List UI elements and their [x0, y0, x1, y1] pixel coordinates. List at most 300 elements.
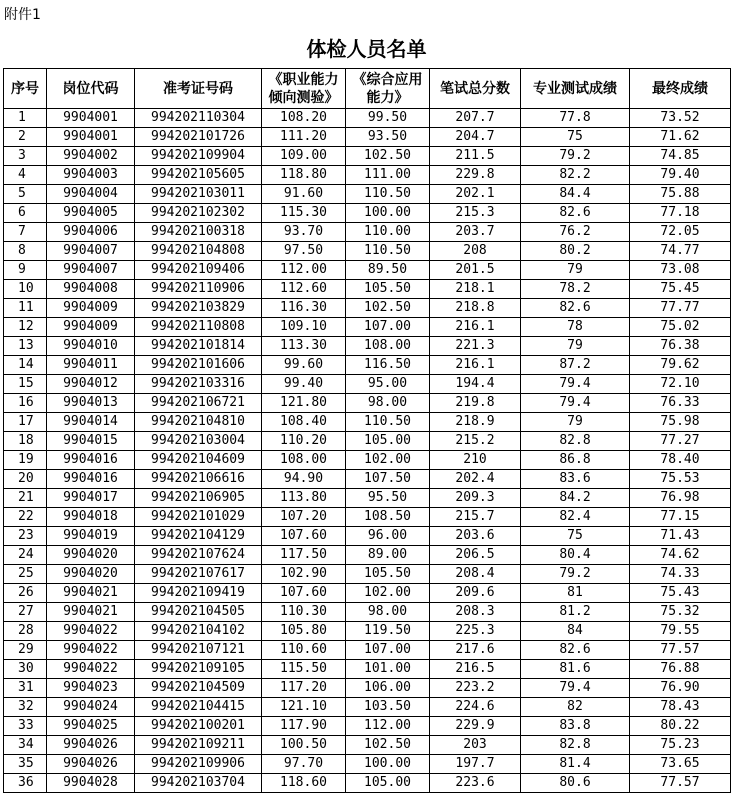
- cell-professional-score: 82.8: [521, 736, 630, 755]
- table-row: [4, 375, 731, 394]
- cell-aptitude-score: 117.90: [262, 717, 346, 736]
- cell-final-score: 75.88: [630, 185, 731, 204]
- cell-ticket-number: 994202109211: [135, 736, 262, 755]
- header-seq: 序号: [4, 69, 47, 109]
- cell-aptitude-score: 121.80: [262, 394, 346, 413]
- cell-seq: 33: [4, 717, 47, 736]
- cell-final-score: 77.27: [630, 432, 731, 451]
- cell-seq: 25: [4, 565, 47, 584]
- cell-ticket-number: 994202104505: [135, 603, 262, 622]
- cell-final-score: 77.15: [630, 508, 731, 527]
- cell-written-total: 219.8: [430, 394, 521, 413]
- header-post-code: 岗位代码: [47, 69, 135, 109]
- table-row: [4, 299, 731, 318]
- cell-professional-score: 78.2: [521, 280, 630, 299]
- cell-applied-score: 110.50: [346, 242, 430, 261]
- cell-applied-score: 105.50: [346, 565, 430, 584]
- cell-ticket-number: 994202103704: [135, 774, 262, 793]
- cell-final-score: 73.08: [630, 261, 731, 280]
- table-row: [4, 489, 731, 508]
- cell-applied-score: 93.50: [346, 128, 430, 147]
- cell-aptitude-score: 94.90: [262, 470, 346, 489]
- cell-final-score: 77.18: [630, 204, 731, 223]
- cell-written-total: 194.4: [430, 375, 521, 394]
- cell-ticket-number: 994202104810: [135, 413, 262, 432]
- cell-seq: 4: [4, 166, 47, 185]
- cell-professional-score: 79.4: [521, 375, 630, 394]
- cell-post-code: 9904026: [47, 755, 135, 774]
- cell-professional-score: 79.2: [521, 565, 630, 584]
- cell-professional-score: 84.4: [521, 185, 630, 204]
- cell-post-code: 9904007: [47, 261, 135, 280]
- cell-ticket-number: 994202101814: [135, 337, 262, 356]
- cell-applied-score: 105.00: [346, 774, 430, 793]
- cell-seq: 2: [4, 128, 47, 147]
- cell-aptitude-score: 118.80: [262, 166, 346, 185]
- header-professional-test: 专业测试成绩: [521, 69, 630, 109]
- cell-written-total: 223.6: [430, 774, 521, 793]
- cell-final-score: 75.23: [630, 736, 731, 755]
- cell-post-code: 9904022: [47, 641, 135, 660]
- cell-written-total: 203: [430, 736, 521, 755]
- cell-final-score: 75.45: [630, 280, 731, 299]
- cell-written-total: 197.7: [430, 755, 521, 774]
- cell-seq: 13: [4, 337, 47, 356]
- cell-final-score: 72.05: [630, 223, 731, 242]
- cell-aptitude-score: 115.30: [262, 204, 346, 223]
- cell-ticket-number: 994202104509: [135, 679, 262, 698]
- cell-aptitude-score: 117.20: [262, 679, 346, 698]
- cell-applied-score: 95.00: [346, 375, 430, 394]
- cell-written-total: 229.8: [430, 166, 521, 185]
- cell-aptitude-score: 109.10: [262, 318, 346, 337]
- cell-final-score: 74.85: [630, 147, 731, 166]
- cell-seq: 10: [4, 280, 47, 299]
- table-row: [4, 223, 731, 242]
- cell-ticket-number: 994202106905: [135, 489, 262, 508]
- cell-final-score: 79.55: [630, 622, 731, 641]
- cell-final-score: 75.32: [630, 603, 731, 622]
- cell-professional-score: 81.6: [521, 660, 630, 679]
- header-final-score: 最终成绩: [630, 69, 731, 109]
- cell-applied-score: 111.00: [346, 166, 430, 185]
- cell-final-score: 75.43: [630, 584, 731, 603]
- cell-applied-score: 100.00: [346, 755, 430, 774]
- cell-professional-score: 75: [521, 128, 630, 147]
- cell-ticket-number: 994202104102: [135, 622, 262, 641]
- cell-written-total: 217.6: [430, 641, 521, 660]
- cell-ticket-number: 994202103829: [135, 299, 262, 318]
- cell-written-total: 225.3: [430, 622, 521, 641]
- table-row: [4, 204, 731, 223]
- cell-written-total: 206.5: [430, 546, 521, 565]
- cell-written-total: 216.5: [430, 660, 521, 679]
- cell-professional-score: 79: [521, 413, 630, 432]
- cell-seq: 1: [4, 109, 47, 128]
- cell-post-code: 9904008: [47, 280, 135, 299]
- cell-final-score: 72.10: [630, 375, 731, 394]
- cell-seq: 32: [4, 698, 47, 717]
- cell-ticket-number: 994202100201: [135, 717, 262, 736]
- cell-ticket-number: 994202100318: [135, 223, 262, 242]
- cell-post-code: 9904022: [47, 660, 135, 679]
- cell-ticket-number: 994202103004: [135, 432, 262, 451]
- table-row: [4, 679, 731, 698]
- cell-written-total: 208: [430, 242, 521, 261]
- cell-seq: 22: [4, 508, 47, 527]
- cell-ticket-number: 994202105605: [135, 166, 262, 185]
- cell-written-total: 204.7: [430, 128, 521, 147]
- header-applied-ability: 《综合应用能力》: [346, 69, 430, 109]
- cell-post-code: 9904022: [47, 622, 135, 641]
- cell-seq: 24: [4, 546, 47, 565]
- table-row: [4, 622, 731, 641]
- table-row: [4, 147, 731, 166]
- cell-ticket-number: 994202103011: [135, 185, 262, 204]
- cell-aptitude-score: 102.90: [262, 565, 346, 584]
- cell-aptitude-score: 118.60: [262, 774, 346, 793]
- cell-professional-score: 81: [521, 584, 630, 603]
- cell-final-score: 76.98: [630, 489, 731, 508]
- cell-professional-score: 81.4: [521, 755, 630, 774]
- table-row: [4, 280, 731, 299]
- cell-post-code: 9904026: [47, 736, 135, 755]
- cell-written-total: 218.9: [430, 413, 521, 432]
- cell-final-score: 76.88: [630, 660, 731, 679]
- cell-seq: 27: [4, 603, 47, 622]
- cell-seq: 26: [4, 584, 47, 603]
- header-written-total: 笔试总分数: [430, 69, 521, 109]
- cell-professional-score: 86.8: [521, 451, 630, 470]
- cell-aptitude-score: 110.30: [262, 603, 346, 622]
- cell-professional-score: 83.8: [521, 717, 630, 736]
- cell-seq: 30: [4, 660, 47, 679]
- table-row: [4, 451, 731, 470]
- cell-aptitude-score: 110.20: [262, 432, 346, 451]
- table-row: [4, 736, 731, 755]
- header-ticket-number: 准考证号码: [135, 69, 262, 109]
- table-row: [4, 508, 731, 527]
- cell-ticket-number: 994202107121: [135, 641, 262, 660]
- cell-aptitude-score: 91.60: [262, 185, 346, 204]
- cell-written-total: 218.8: [430, 299, 521, 318]
- cell-written-total: 218.1: [430, 280, 521, 299]
- cell-seq: 8: [4, 242, 47, 261]
- cell-seq: 11: [4, 299, 47, 318]
- cell-final-score: 77.77: [630, 299, 731, 318]
- cell-written-total: 215.2: [430, 432, 521, 451]
- cell-aptitude-score: 97.70: [262, 755, 346, 774]
- cell-professional-score: 80.4: [521, 546, 630, 565]
- table-row: [4, 432, 731, 451]
- cell-seq: 12: [4, 318, 47, 337]
- cell-applied-score: 108.00: [346, 337, 430, 356]
- cell-ticket-number: 994202101029: [135, 508, 262, 527]
- table-row: [4, 128, 731, 147]
- cell-seq: 21: [4, 489, 47, 508]
- cell-post-code: 9904010: [47, 337, 135, 356]
- cell-applied-score: 98.00: [346, 394, 430, 413]
- cell-final-score: 78.43: [630, 698, 731, 717]
- cell-written-total: 203.7: [430, 223, 521, 242]
- cell-applied-score: 112.00: [346, 717, 430, 736]
- cell-final-score: 74.33: [630, 565, 731, 584]
- cell-applied-score: 119.50: [346, 622, 430, 641]
- cell-final-score: 75.53: [630, 470, 731, 489]
- cell-aptitude-score: 110.60: [262, 641, 346, 660]
- cell-ticket-number: 994202109406: [135, 261, 262, 280]
- cell-ticket-number: 994202104808: [135, 242, 262, 261]
- cell-post-code: 9904011: [47, 356, 135, 375]
- page-title: 体检人员名单: [306, 37, 427, 61]
- table-row: [4, 527, 731, 546]
- cell-post-code: 9904006: [47, 223, 135, 242]
- cell-professional-score: 83.6: [521, 470, 630, 489]
- cell-ticket-number: 994202109419: [135, 584, 262, 603]
- table-row: [4, 356, 731, 375]
- cell-aptitude-score: 99.60: [262, 356, 346, 375]
- attachment-label: 附件1: [4, 7, 41, 23]
- cell-written-total: 223.2: [430, 679, 521, 698]
- cell-aptitude-score: 117.50: [262, 546, 346, 565]
- table-row: [4, 774, 731, 793]
- cell-seq: 5: [4, 185, 47, 204]
- cell-applied-score: 101.00: [346, 660, 430, 679]
- cell-professional-score: 82.6: [521, 641, 630, 660]
- cell-seq: 3: [4, 147, 47, 166]
- cell-aptitude-score: 93.70: [262, 223, 346, 242]
- cell-professional-score: 78: [521, 318, 630, 337]
- cell-aptitude-score: 108.20: [262, 109, 346, 128]
- cell-applied-score: 110.00: [346, 223, 430, 242]
- cell-ticket-number: 994202110808: [135, 318, 262, 337]
- cell-seq: 17: [4, 413, 47, 432]
- cell-post-code: 9904001: [47, 128, 135, 147]
- cell-written-total: 201.5: [430, 261, 521, 280]
- cell-professional-score: 82.4: [521, 508, 630, 527]
- cell-aptitude-score: 111.20: [262, 128, 346, 147]
- cell-final-score: 78.40: [630, 451, 731, 470]
- cell-aptitude-score: 113.80: [262, 489, 346, 508]
- cell-aptitude-score: 115.50: [262, 660, 346, 679]
- cell-professional-score: 84.2: [521, 489, 630, 508]
- cell-applied-score: 102.50: [346, 147, 430, 166]
- cell-post-code: 9904028: [47, 774, 135, 793]
- cell-seq: 15: [4, 375, 47, 394]
- cell-applied-score: 103.50: [346, 698, 430, 717]
- cell-post-code: 9904015: [47, 432, 135, 451]
- cell-final-score: 71.43: [630, 527, 731, 546]
- cell-applied-score: 108.50: [346, 508, 430, 527]
- cell-professional-score: 79.4: [521, 679, 630, 698]
- cell-seq: 9: [4, 261, 47, 280]
- cell-seq: 31: [4, 679, 47, 698]
- cell-ticket-number: 994202104609: [135, 451, 262, 470]
- cell-seq: 18: [4, 432, 47, 451]
- cell-applied-score: 102.00: [346, 451, 430, 470]
- cell-seq: 23: [4, 527, 47, 546]
- cell-ticket-number: 994202101726: [135, 128, 262, 147]
- cell-aptitude-score: 112.60: [262, 280, 346, 299]
- exam-results-table: [3, 68, 731, 793]
- cell-applied-score: 96.00: [346, 527, 430, 546]
- table-row: [4, 660, 731, 679]
- cell-applied-score: 95.50: [346, 489, 430, 508]
- cell-applied-score: 106.00: [346, 679, 430, 698]
- cell-post-code: 9904005: [47, 204, 135, 223]
- cell-ticket-number: 994202104129: [135, 527, 262, 546]
- cell-professional-score: 82: [521, 698, 630, 717]
- cell-final-score: 79.40: [630, 166, 731, 185]
- cell-post-code: 9904004: [47, 185, 135, 204]
- header-row: [4, 69, 731, 109]
- cell-post-code: 9904020: [47, 565, 135, 584]
- table-row: [4, 413, 731, 432]
- table-row: [4, 603, 731, 622]
- cell-ticket-number: 994202102302: [135, 204, 262, 223]
- table-row: [4, 584, 731, 603]
- table-row: [4, 109, 731, 128]
- cell-professional-score: 79: [521, 337, 630, 356]
- cell-aptitude-score: 109.00: [262, 147, 346, 166]
- table-row: [4, 261, 731, 280]
- cell-ticket-number: 994202109906: [135, 755, 262, 774]
- cell-post-code: 9904021: [47, 584, 135, 603]
- cell-written-total: 203.6: [430, 527, 521, 546]
- cell-applied-score: 107.00: [346, 318, 430, 337]
- cell-ticket-number: 994202107624: [135, 546, 262, 565]
- cell-written-total: 202.1: [430, 185, 521, 204]
- cell-professional-score: 80.2: [521, 242, 630, 261]
- cell-final-score: 79.62: [630, 356, 731, 375]
- cell-aptitude-score: 121.10: [262, 698, 346, 717]
- cell-written-total: 209.6: [430, 584, 521, 603]
- cell-post-code: 9904025: [47, 717, 135, 736]
- cell-seq: 19: [4, 451, 47, 470]
- cell-seq: 14: [4, 356, 47, 375]
- table-row: [4, 641, 731, 660]
- cell-written-total: 209.3: [430, 489, 521, 508]
- cell-applied-score: 107.50: [346, 470, 430, 489]
- cell-applied-score: 102.50: [346, 736, 430, 755]
- cell-applied-score: 105.00: [346, 432, 430, 451]
- cell-written-total: 210: [430, 451, 521, 470]
- cell-post-code: 9904021: [47, 603, 135, 622]
- cell-seq: 35: [4, 755, 47, 774]
- cell-aptitude-score: 116.30: [262, 299, 346, 318]
- cell-final-score: 76.38: [630, 337, 731, 356]
- cell-aptitude-score: 112.00: [262, 261, 346, 280]
- table-row: [4, 394, 731, 413]
- cell-applied-score: 98.00: [346, 603, 430, 622]
- cell-aptitude-score: 113.30: [262, 337, 346, 356]
- cell-applied-score: 99.50: [346, 109, 430, 128]
- cell-written-total: 216.1: [430, 356, 521, 375]
- cell-seq: 28: [4, 622, 47, 641]
- cell-ticket-number: 994202101606: [135, 356, 262, 375]
- cell-aptitude-score: 108.40: [262, 413, 346, 432]
- cell-written-total: 202.4: [430, 470, 521, 489]
- cell-final-score: 76.33: [630, 394, 731, 413]
- table-row: [4, 242, 731, 261]
- cell-seq: 36: [4, 774, 47, 793]
- cell-written-total: 208.3: [430, 603, 521, 622]
- cell-seq: 16: [4, 394, 47, 413]
- cell-written-total: 215.7: [430, 508, 521, 527]
- cell-professional-score: 80.6: [521, 774, 630, 793]
- cell-applied-score: 102.00: [346, 584, 430, 603]
- cell-aptitude-score: 107.20: [262, 508, 346, 527]
- table-row: [4, 470, 731, 489]
- cell-seq: 34: [4, 736, 47, 755]
- cell-post-code: 9904013: [47, 394, 135, 413]
- table-row: [4, 337, 731, 356]
- cell-professional-score: 79: [521, 261, 630, 280]
- cell-applied-score: 116.50: [346, 356, 430, 375]
- cell-post-code: 9904023: [47, 679, 135, 698]
- cell-final-score: 75.02: [630, 318, 731, 337]
- cell-professional-score: 82.8: [521, 432, 630, 451]
- cell-written-total: 224.6: [430, 698, 521, 717]
- cell-ticket-number: 994202110304: [135, 109, 262, 128]
- cell-final-score: 77.57: [630, 641, 731, 660]
- cell-professional-score: 76.2: [521, 223, 630, 242]
- cell-professional-score: 82.6: [521, 299, 630, 318]
- table-row: [4, 318, 731, 337]
- cell-final-score: 71.62: [630, 128, 731, 147]
- cell-professional-score: 77.8: [521, 109, 630, 128]
- cell-post-code: 9904003: [47, 166, 135, 185]
- cell-applied-score: 110.50: [346, 185, 430, 204]
- cell-written-total: 208.4: [430, 565, 521, 584]
- cell-final-score: 73.52: [630, 109, 731, 128]
- cell-final-score: 76.90: [630, 679, 731, 698]
- cell-ticket-number: 994202106721: [135, 394, 262, 413]
- cell-post-code: 9904001: [47, 109, 135, 128]
- table-row: [4, 166, 731, 185]
- cell-post-code: 9904009: [47, 299, 135, 318]
- cell-final-score: 80.22: [630, 717, 731, 736]
- cell-ticket-number: 994202110906: [135, 280, 262, 299]
- cell-post-code: 9904024: [47, 698, 135, 717]
- cell-post-code: 9904017: [47, 489, 135, 508]
- cell-ticket-number: 994202109904: [135, 147, 262, 166]
- cell-final-score: 73.65: [630, 755, 731, 774]
- cell-ticket-number: 994202107617: [135, 565, 262, 584]
- cell-written-total: 221.3: [430, 337, 521, 356]
- cell-written-total: 229.9: [430, 717, 521, 736]
- cell-final-score: 74.77: [630, 242, 731, 261]
- cell-final-score: 75.98: [630, 413, 731, 432]
- cell-ticket-number: 994202104415: [135, 698, 262, 717]
- cell-aptitude-score: 100.50: [262, 736, 346, 755]
- cell-ticket-number: 994202103316: [135, 375, 262, 394]
- cell-final-score: 77.57: [630, 774, 731, 793]
- table-row: [4, 717, 731, 736]
- cell-written-total: 216.1: [430, 318, 521, 337]
- cell-aptitude-score: 108.00: [262, 451, 346, 470]
- table-row: [4, 698, 731, 717]
- cell-professional-score: 79.4: [521, 394, 630, 413]
- table-row: [4, 565, 731, 584]
- cell-post-code: 9904014: [47, 413, 135, 432]
- cell-final-score: 74.62: [630, 546, 731, 565]
- cell-post-code: 9904019: [47, 527, 135, 546]
- cell-aptitude-score: 105.80: [262, 622, 346, 641]
- table-row: [4, 755, 731, 774]
- cell-post-code: 9904002: [47, 147, 135, 166]
- cell-professional-score: 79.2: [521, 147, 630, 166]
